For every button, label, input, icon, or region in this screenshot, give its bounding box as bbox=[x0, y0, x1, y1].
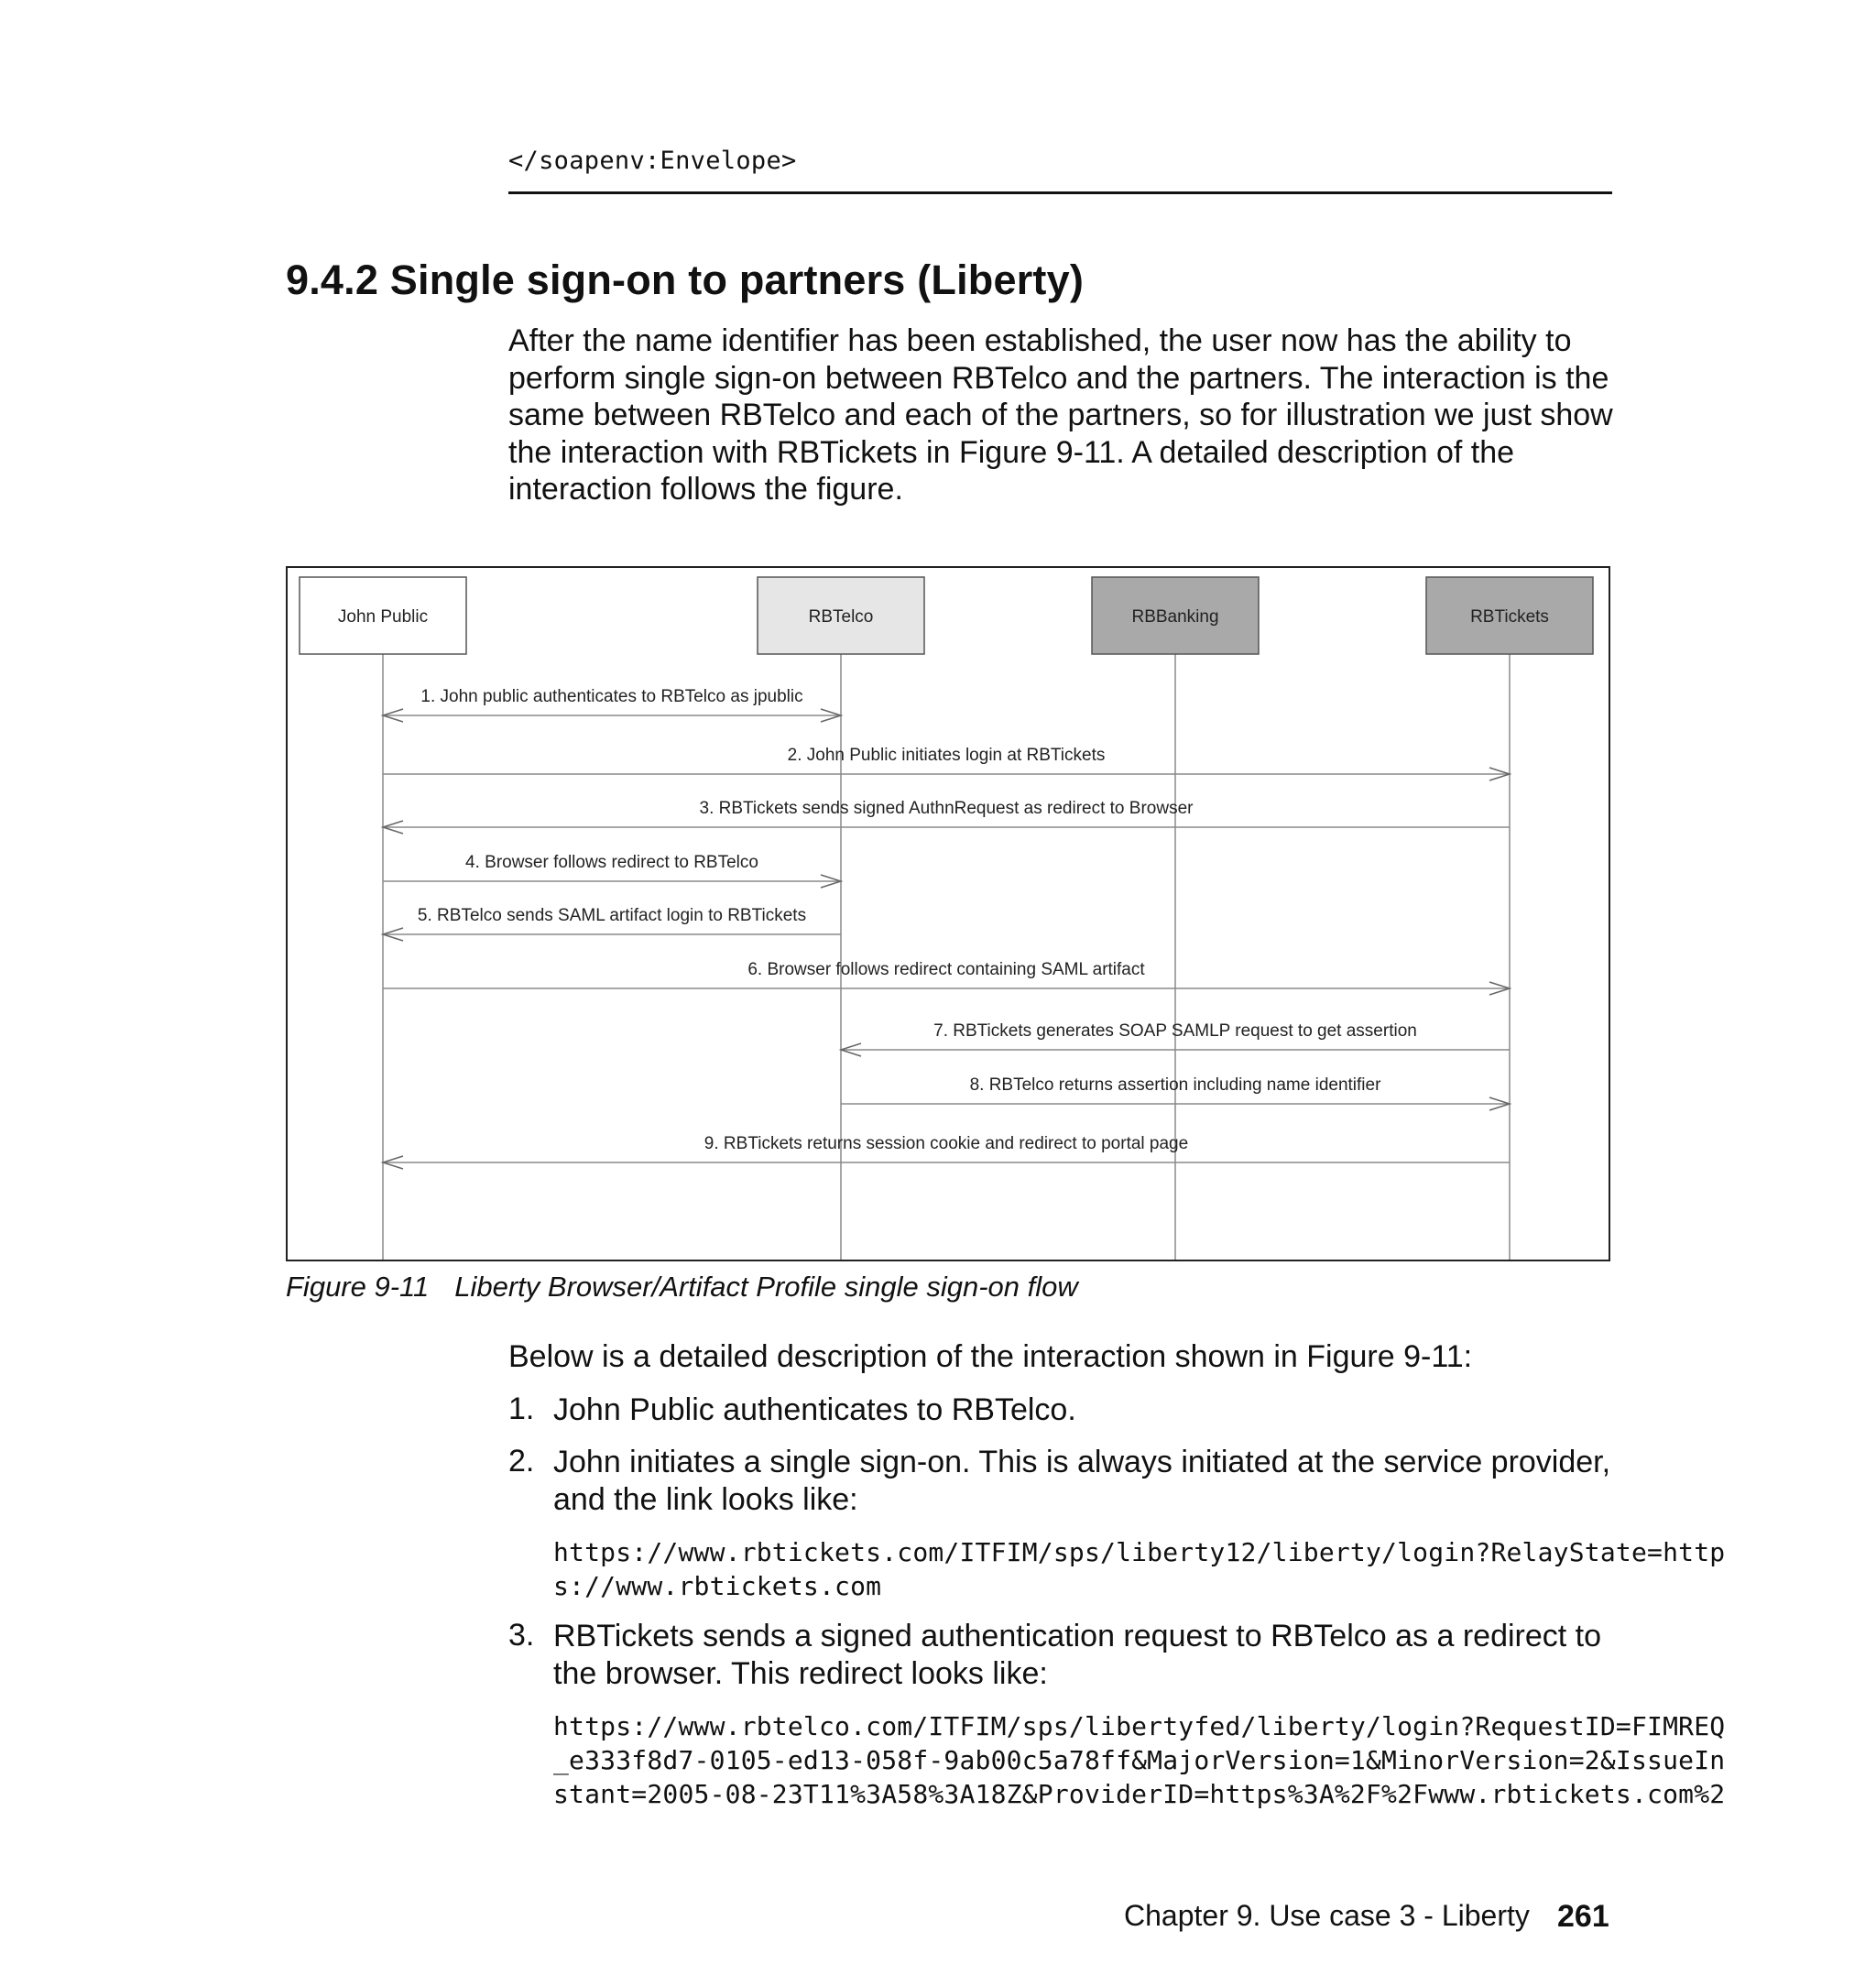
intro-line: interaction follows the figure. bbox=[508, 472, 903, 507]
code-block-login-url bbox=[553, 1535, 1725, 1603]
message-label: 6. Browser follows redirect containing SAML artifact bbox=[747, 960, 1145, 979]
message-label: 4. Browser follows redirect to RBTelco bbox=[465, 853, 758, 872]
intro-paragraph bbox=[508, 322, 1626, 508]
list-number: 2. bbox=[508, 1444, 535, 1479]
intro-line: After the name identifier has been established, the user now has the ability to bbox=[508, 323, 1572, 358]
list-item-line: John initiates a single sign-on. This is always initiated at the service provider, bbox=[553, 1445, 1611, 1479]
message-label: 9. RBTickets returns session cookie and redirect to portal page bbox=[704, 1134, 1189, 1153]
intro-line: the interaction with RBTickets in Figure 9-11. A detailed description of the bbox=[508, 434, 1515, 470]
code-line: https://www.rbtickets.com/ITFIM/sps/liberty12/liberty/login?RelayState=http bbox=[553, 1537, 1726, 1567]
intro-line: perform single sign-on between RBTelco and the partners. The interaction is the bbox=[508, 360, 1609, 396]
code-line: s://www.rbtickets.com bbox=[553, 1571, 882, 1601]
participant-label: RBTickets bbox=[1470, 607, 1549, 627]
list-number: 3. bbox=[508, 1618, 535, 1653]
list-item-line: RBTickets sends a signed authentication request to RBTelco as a redirect to bbox=[553, 1619, 1602, 1653]
list-item-text bbox=[553, 1444, 1610, 1518]
message-label: 7. RBTickets generates SOAP SAMLP request to get assertion bbox=[933, 1021, 1417, 1041]
code-line: _e333f8d7-0105-ed13-058f-9ab00c5a78ff&MajorVersion=1&MinorVersion=2&IssueIn bbox=[553, 1745, 1726, 1775]
list-item-line: the browser. This redirect looks like: bbox=[553, 1655, 1048, 1691]
list-item-line: John Public authenticates to RBTelco. bbox=[553, 1392, 1076, 1427]
message-label: 2. John Public initiates login at RBTickets bbox=[787, 746, 1106, 765]
message-label: 8. RBTelco returns assertion including name identifier bbox=[969, 1075, 1381, 1095]
participant-label: RBTelco bbox=[808, 607, 874, 627]
detail-intro: Below is a detailed description of the interaction shown in Figure 9-11: bbox=[508, 1339, 1473, 1374]
message-label: 1. John public authenticates to RBTelco as jpublic bbox=[420, 687, 803, 706]
divider-rule bbox=[508, 191, 1612, 194]
page-number: 261 bbox=[1557, 1899, 1609, 1934]
participant-label: John Public bbox=[337, 607, 429, 627]
footer-chapter: Chapter 9. Use case 3 - Liberty bbox=[1124, 1899, 1530, 1932]
participant-label: RBBanking bbox=[1131, 607, 1219, 627]
message-label: 3. RBTickets sends signed AuthnRequest as redirect to Browser bbox=[699, 799, 1194, 818]
figure-number: Figure 9-11 bbox=[286, 1271, 430, 1303]
list-item-line: and the link looks like: bbox=[553, 1481, 858, 1517]
code-line: https://www.rbtelco.com/ITFIM/sps/libertyfed/liberty/login?RequestID=FIMREQ bbox=[553, 1711, 1726, 1741]
list-item-text bbox=[553, 1391, 1076, 1429]
figure-caption bbox=[286, 1271, 1078, 1304]
sequence-diagram bbox=[286, 566, 1610, 1261]
section-heading: 9.4.2 Single sign-on to partners (Liberty) bbox=[286, 256, 1085, 303]
list-item-text bbox=[553, 1618, 1601, 1692]
code-line: stant=2005-08-23T11%3A58%3A18Z&ProviderID=https%3A%2F%2Fwww.rbtickets.com%2 bbox=[553, 1779, 1726, 1809]
code-block-redirect-url bbox=[553, 1709, 1725, 1811]
figure-caption-text: Liberty Browser/Artifact Profile single sign-on flow bbox=[454, 1271, 1078, 1303]
code-snippet-closing-envelope: </soapenv:Envelope> bbox=[508, 147, 797, 175]
message-label: 5. RBTelco sends SAML artifact login to RBTickets bbox=[417, 906, 807, 925]
list-number: 1. bbox=[508, 1391, 535, 1426]
intro-line: same between RBTelco and each of the partners, so for illustration we just show bbox=[508, 398, 1613, 432]
